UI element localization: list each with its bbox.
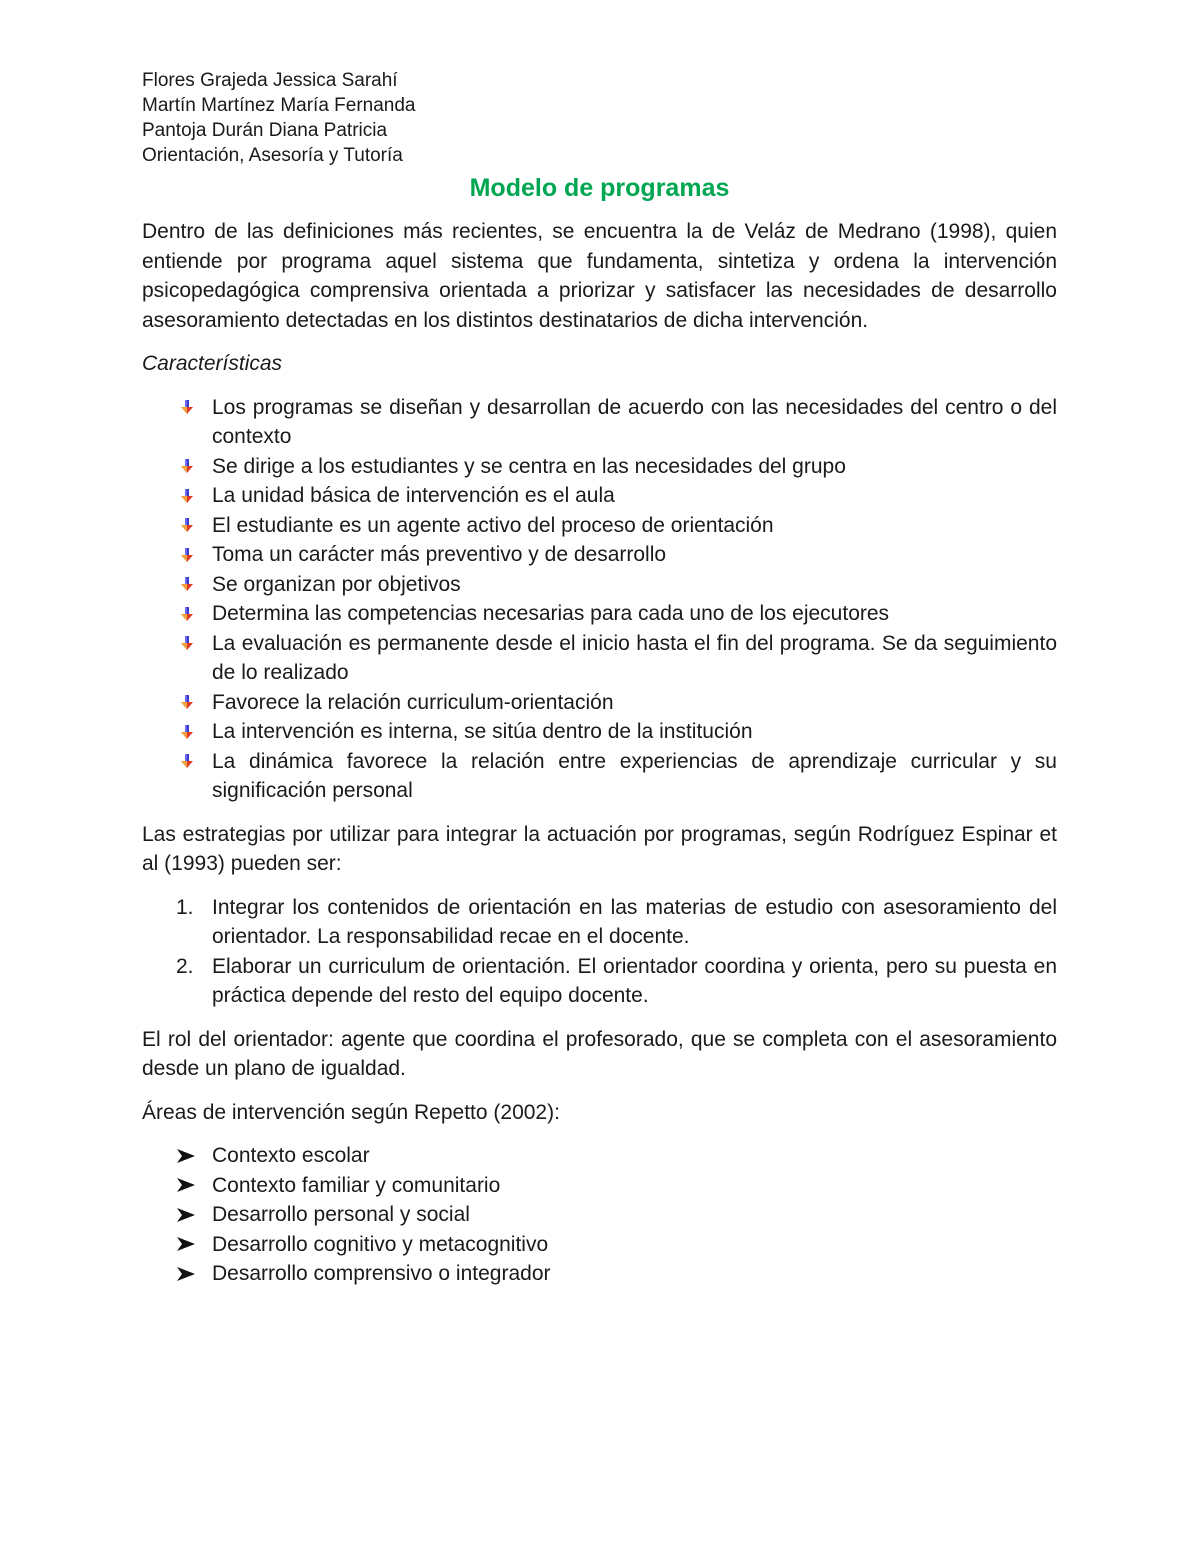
down-arrow-bullet-icon bbox=[179, 481, 201, 511]
down-arrow-bullet-icon bbox=[179, 688, 201, 718]
list-item-text: Se dirige a los estudiantes y se centra en las necesidades del grupo bbox=[212, 454, 846, 478]
list-item bbox=[142, 688, 1057, 718]
list-item bbox=[142, 1259, 1057, 1289]
arrowhead-bullet-icon bbox=[176, 1141, 196, 1171]
list-item-text: Desarrollo comprensivo o integrador bbox=[212, 1262, 551, 1285]
arrowhead-bullet-icon bbox=[176, 1171, 196, 1201]
list-item bbox=[142, 481, 1057, 511]
list-item bbox=[142, 599, 1057, 629]
list-item bbox=[142, 1200, 1057, 1230]
list-item bbox=[142, 717, 1057, 747]
list-item-text: Toma un carácter más preventivo y de desarrollo bbox=[212, 543, 667, 566]
areas-list bbox=[142, 1141, 1057, 1289]
strategies-list bbox=[142, 893, 1057, 1011]
list-item bbox=[142, 629, 1057, 688]
list-item bbox=[142, 511, 1057, 541]
down-arrow-bullet-icon bbox=[179, 511, 201, 541]
list-item-text: Determina las competencias necesarias para cada uno de los ejecutores bbox=[212, 602, 890, 625]
list-item bbox=[142, 393, 1057, 452]
down-arrow-bullet-icon bbox=[179, 393, 201, 423]
list-item bbox=[142, 570, 1057, 600]
strategies-intro: Las estrategias por utilizar para integrar la actuación por programas, según Rodríguez Espinar et al (1993) pueden ser: bbox=[142, 822, 1057, 875]
list-item-text: Favorece la relación curriculum-orientación bbox=[212, 690, 614, 714]
arrowhead-bullet-icon bbox=[176, 1259, 196, 1289]
down-arrow-bullet-icon bbox=[179, 629, 201, 659]
list-item bbox=[142, 540, 1057, 570]
list-item-text: Se organizan por objetivos bbox=[212, 572, 461, 596]
down-arrow-bullet-icon bbox=[179, 599, 201, 629]
header-author-3: Pantoja Durán Diana Patricia bbox=[142, 120, 388, 141]
list-item-text: Los programas se diseñan y desarrollan de acuerdo con las necesidades del centro o del contexto bbox=[212, 395, 1057, 448]
down-arrow-bullet-icon bbox=[179, 747, 201, 777]
list-item bbox=[142, 952, 1057, 1011]
areas-intro: Áreas de intervención según Repetto (2002): bbox=[142, 1100, 560, 1124]
author-header bbox=[142, 68, 1057, 168]
header-course: Orientación, Asesoría y Tutoría bbox=[142, 145, 403, 166]
arrowhead-bullet-icon bbox=[176, 1230, 196, 1260]
characteristics-heading: Características bbox=[142, 352, 283, 375]
list-item-text: La evaluación es permanente desde el inicio hasta el fin del programa. Se da seguimiento de lo realizado bbox=[212, 631, 1057, 684]
role-paragraph: El rol del orientador: agente que coordina el profesorado, que se completa con el asesoramiento desde un plano de igualdad. bbox=[142, 1027, 1057, 1080]
list-item bbox=[142, 893, 1057, 952]
list-item-text: Desarrollo cognitivo y metacognitivo bbox=[212, 1232, 549, 1256]
list-item-text: Contexto familiar y comunitario bbox=[212, 1173, 501, 1197]
list-number: 2. bbox=[176, 954, 194, 978]
list-item-text: Integrar los contenidos de orientación en las materias de estudio con asesoramiento del orientador. La responsabilidad recae en el docente. bbox=[212, 895, 1057, 948]
characteristics-list bbox=[142, 393, 1057, 806]
list-item bbox=[142, 747, 1057, 806]
page-title: Modelo de programas bbox=[469, 174, 730, 202]
list-item bbox=[142, 1141, 1057, 1171]
list-item-text: La unidad básica de intervención es el aula bbox=[212, 484, 615, 507]
list-number: 1. bbox=[176, 895, 194, 919]
down-arrow-bullet-icon bbox=[179, 570, 201, 600]
list-item-text: Contexto escolar bbox=[212, 1144, 370, 1167]
down-arrow-bullet-icon bbox=[179, 452, 201, 482]
down-arrow-bullet-icon bbox=[179, 540, 201, 570]
down-arrow-bullet-icon bbox=[179, 717, 201, 747]
intro-paragraph: Dentro de las definiciones más recientes, se encuentra la de Veláz de Medrano (1998), quien entiende por programa aquel sistema que fundamenta, sintetiza y ordena la intervención psicopedagógica comprensiva orientada a priorizar y satisfacer las necesidades de desarrollo asesoramiento detectadas en los distintos destinatarios de dicha intervención. bbox=[142, 220, 1057, 332]
list-item bbox=[142, 452, 1057, 482]
list-item bbox=[142, 1171, 1057, 1201]
list-item-text: El estudiante es un agente activo del proceso de orientación bbox=[212, 513, 774, 537]
list-item-text: Desarrollo personal y social bbox=[212, 1203, 470, 1226]
arrowhead-bullet-icon bbox=[176, 1200, 196, 1230]
header-author-2: Martín Martínez María Fernanda bbox=[142, 95, 416, 116]
list-item bbox=[142, 1230, 1057, 1260]
list-item-text: La dinámica favorece la relación entre experiencias de aprendizaje curricular y su significación personal bbox=[212, 749, 1057, 802]
list-item-text: Elaborar un curriculum de orientación. El orientador coordina y orienta, pero su puesta en práctica depende del resto del equipo docente. bbox=[212, 954, 1057, 1007]
header-author-1: Flores Grajeda Jessica Sarahí bbox=[142, 70, 398, 91]
list-item-text: La intervención es interna, se sitúa dentro de la institución bbox=[212, 720, 753, 743]
